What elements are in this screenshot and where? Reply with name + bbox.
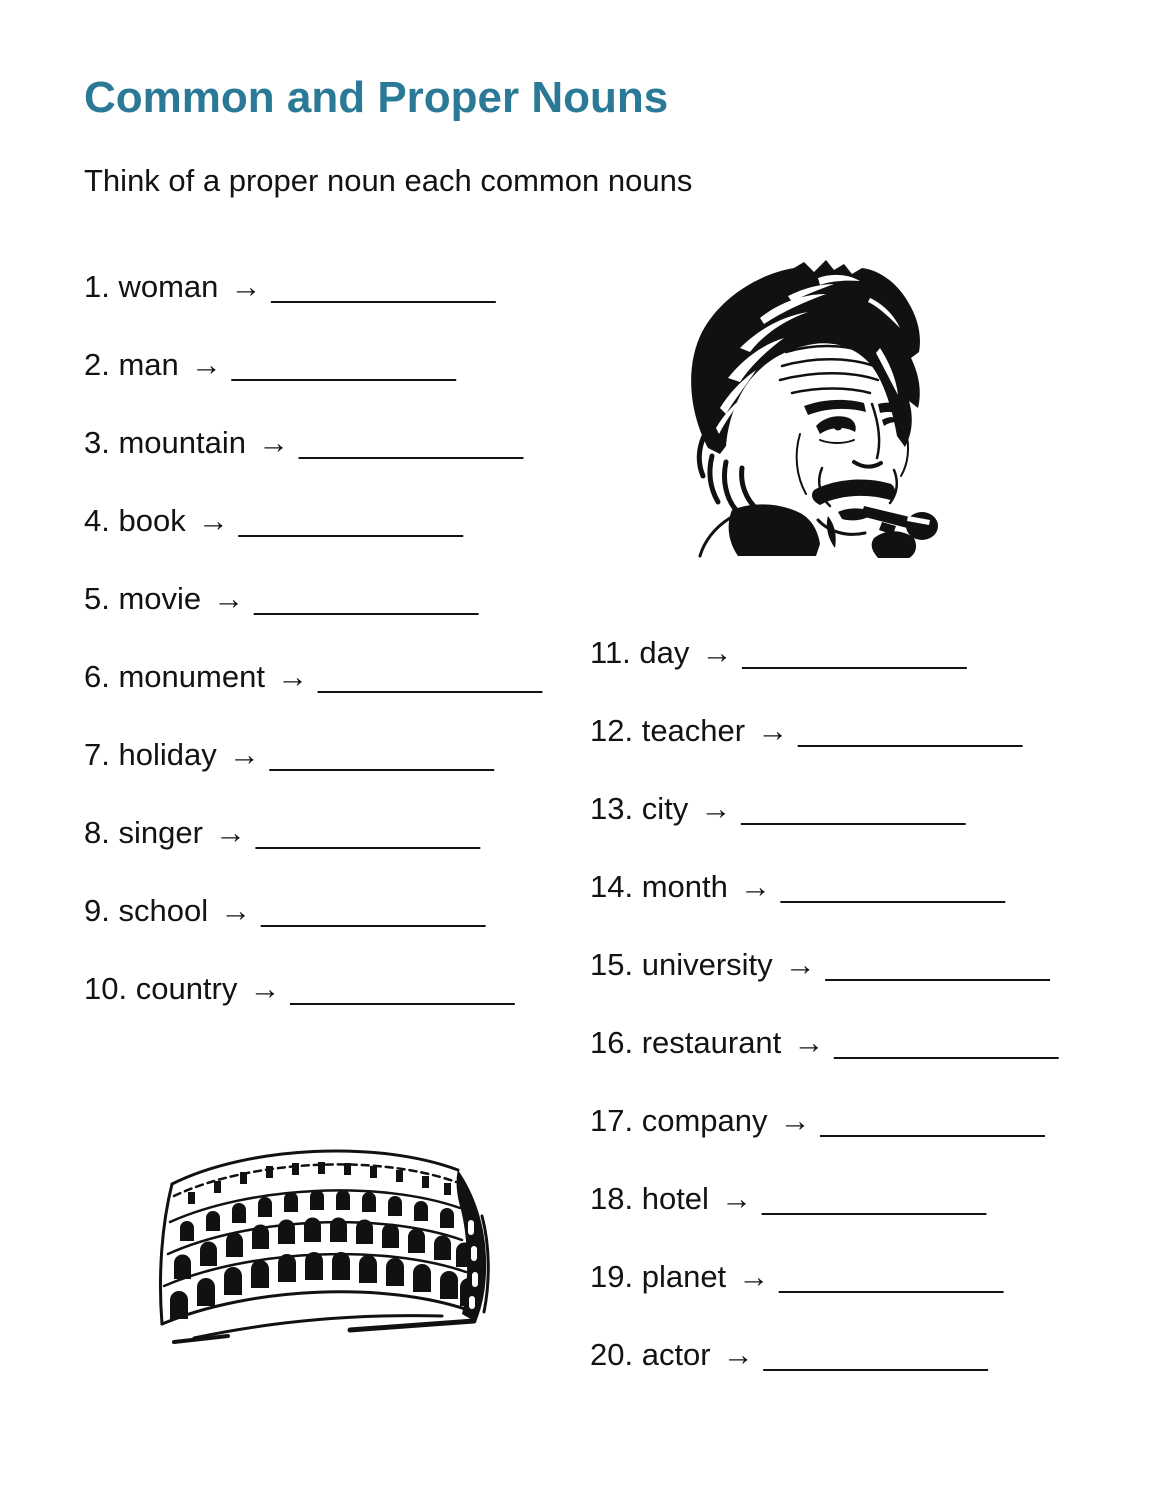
page-title: Common and Proper Nouns xyxy=(84,73,669,122)
item-label: 13. city xyxy=(590,791,689,826)
item-label: 9. school xyxy=(84,893,209,928)
answer-blank: _____________ xyxy=(741,791,966,826)
arrow-icon: → xyxy=(720,1181,752,1216)
noun-list-left xyxy=(84,268,542,1048)
arrow-icon: → xyxy=(738,1259,770,1294)
answer-blank: _____________ xyxy=(798,713,1023,748)
item-label: 4. book xyxy=(84,503,186,538)
answer-blank: _____________ xyxy=(761,1181,987,1216)
answer-blank: _____________ xyxy=(742,635,967,670)
arrow-icon: → xyxy=(757,713,789,748)
arrow-icon: → xyxy=(722,1337,754,1372)
worksheet-item-8 xyxy=(84,814,542,892)
worksheet-item-10 xyxy=(84,970,542,1048)
answer-blank: _____________ xyxy=(261,893,486,928)
arrow-icon: → xyxy=(276,659,308,694)
worksheet-item-2 xyxy=(84,346,542,424)
item-label: 16. restaurant xyxy=(590,1025,782,1060)
answer-blank: _____________ xyxy=(763,1337,988,1372)
worksheet-item-18 xyxy=(590,1180,1058,1258)
arrow-icon: → xyxy=(700,791,732,826)
worksheet-item-12 xyxy=(590,712,1058,790)
item-label: 8. singer xyxy=(84,815,203,850)
einstein-illustration xyxy=(668,256,962,562)
colosseum-illustration xyxy=(138,1124,490,1366)
item-label: 17. company xyxy=(590,1103,768,1138)
arrow-icon: → xyxy=(793,1025,825,1060)
worksheet-item-11 xyxy=(590,634,1058,712)
item-label: 5. movie xyxy=(84,581,202,616)
answer-blank: _____________ xyxy=(271,269,496,304)
arrow-icon: → xyxy=(701,635,733,670)
answer-blank: _____________ xyxy=(780,869,1006,904)
arrow-icon: → xyxy=(258,425,289,460)
worksheet-item-4 xyxy=(84,502,542,580)
item-label: 2. man xyxy=(84,347,179,382)
answer-blank: _____________ xyxy=(820,1103,1045,1138)
answer-blank: _____________ xyxy=(269,737,494,772)
item-label: 7. holiday xyxy=(84,737,217,772)
answer-blank: _____________ xyxy=(254,581,479,616)
item-label: 11. day xyxy=(590,635,690,670)
answer-blank: _____________ xyxy=(231,347,456,382)
worksheet-item-13 xyxy=(590,790,1058,868)
item-label: 3. mountain xyxy=(84,425,246,460)
answer-blank: _____________ xyxy=(834,1025,1059,1060)
arrow-icon: → xyxy=(230,269,262,304)
instructions: Think of a proper noun each common nouns xyxy=(84,163,693,198)
item-label: 18. hotel xyxy=(590,1181,709,1216)
arrow-icon: → xyxy=(190,347,222,382)
worksheet-item-20 xyxy=(590,1336,1058,1414)
worksheet-item-1 xyxy=(84,268,542,346)
worksheet-item-16 xyxy=(590,1024,1058,1102)
worksheet-item-15 xyxy=(590,946,1058,1024)
worksheet-item-5 xyxy=(84,580,542,658)
item-label: 12. teacher xyxy=(590,713,746,748)
noun-list-right xyxy=(590,634,1058,1414)
arrow-icon: → xyxy=(214,815,246,850)
arrow-icon: → xyxy=(739,869,771,904)
arrow-icon: → xyxy=(779,1103,811,1138)
item-label: 15. university xyxy=(590,947,773,982)
answer-blank: _____________ xyxy=(317,659,543,694)
item-label: 10. country xyxy=(84,971,238,1006)
item-label: 6. monument xyxy=(84,659,265,694)
arrow-icon: → xyxy=(220,893,252,928)
arrow-icon: → xyxy=(249,971,281,1006)
answer-blank: _____________ xyxy=(290,971,515,1006)
worksheet-item-9 xyxy=(84,892,542,970)
item-label: 20. actor xyxy=(590,1337,711,1372)
item-label: 19. planet xyxy=(590,1259,727,1294)
answer-blank: _____________ xyxy=(779,1259,1004,1294)
answer-blank: _____________ xyxy=(238,503,463,538)
answer-blank: _____________ xyxy=(255,815,481,850)
arrow-icon: → xyxy=(213,581,245,616)
answer-blank: _____________ xyxy=(299,425,524,460)
arrow-icon: → xyxy=(784,947,816,982)
worksheet-item-6 xyxy=(84,658,542,736)
worksheet-item-14 xyxy=(590,868,1058,946)
worksheet-item-17 xyxy=(590,1102,1058,1180)
item-label: 1. woman xyxy=(84,269,219,304)
worksheet-item-3 xyxy=(84,424,542,502)
worksheet-item-19 xyxy=(590,1258,1058,1336)
answer-blank: _____________ xyxy=(825,947,1050,982)
arrow-icon: → xyxy=(197,503,229,538)
item-label: 14. month xyxy=(590,869,728,904)
arrow-icon: → xyxy=(228,737,260,772)
worksheet-item-7 xyxy=(84,736,542,814)
